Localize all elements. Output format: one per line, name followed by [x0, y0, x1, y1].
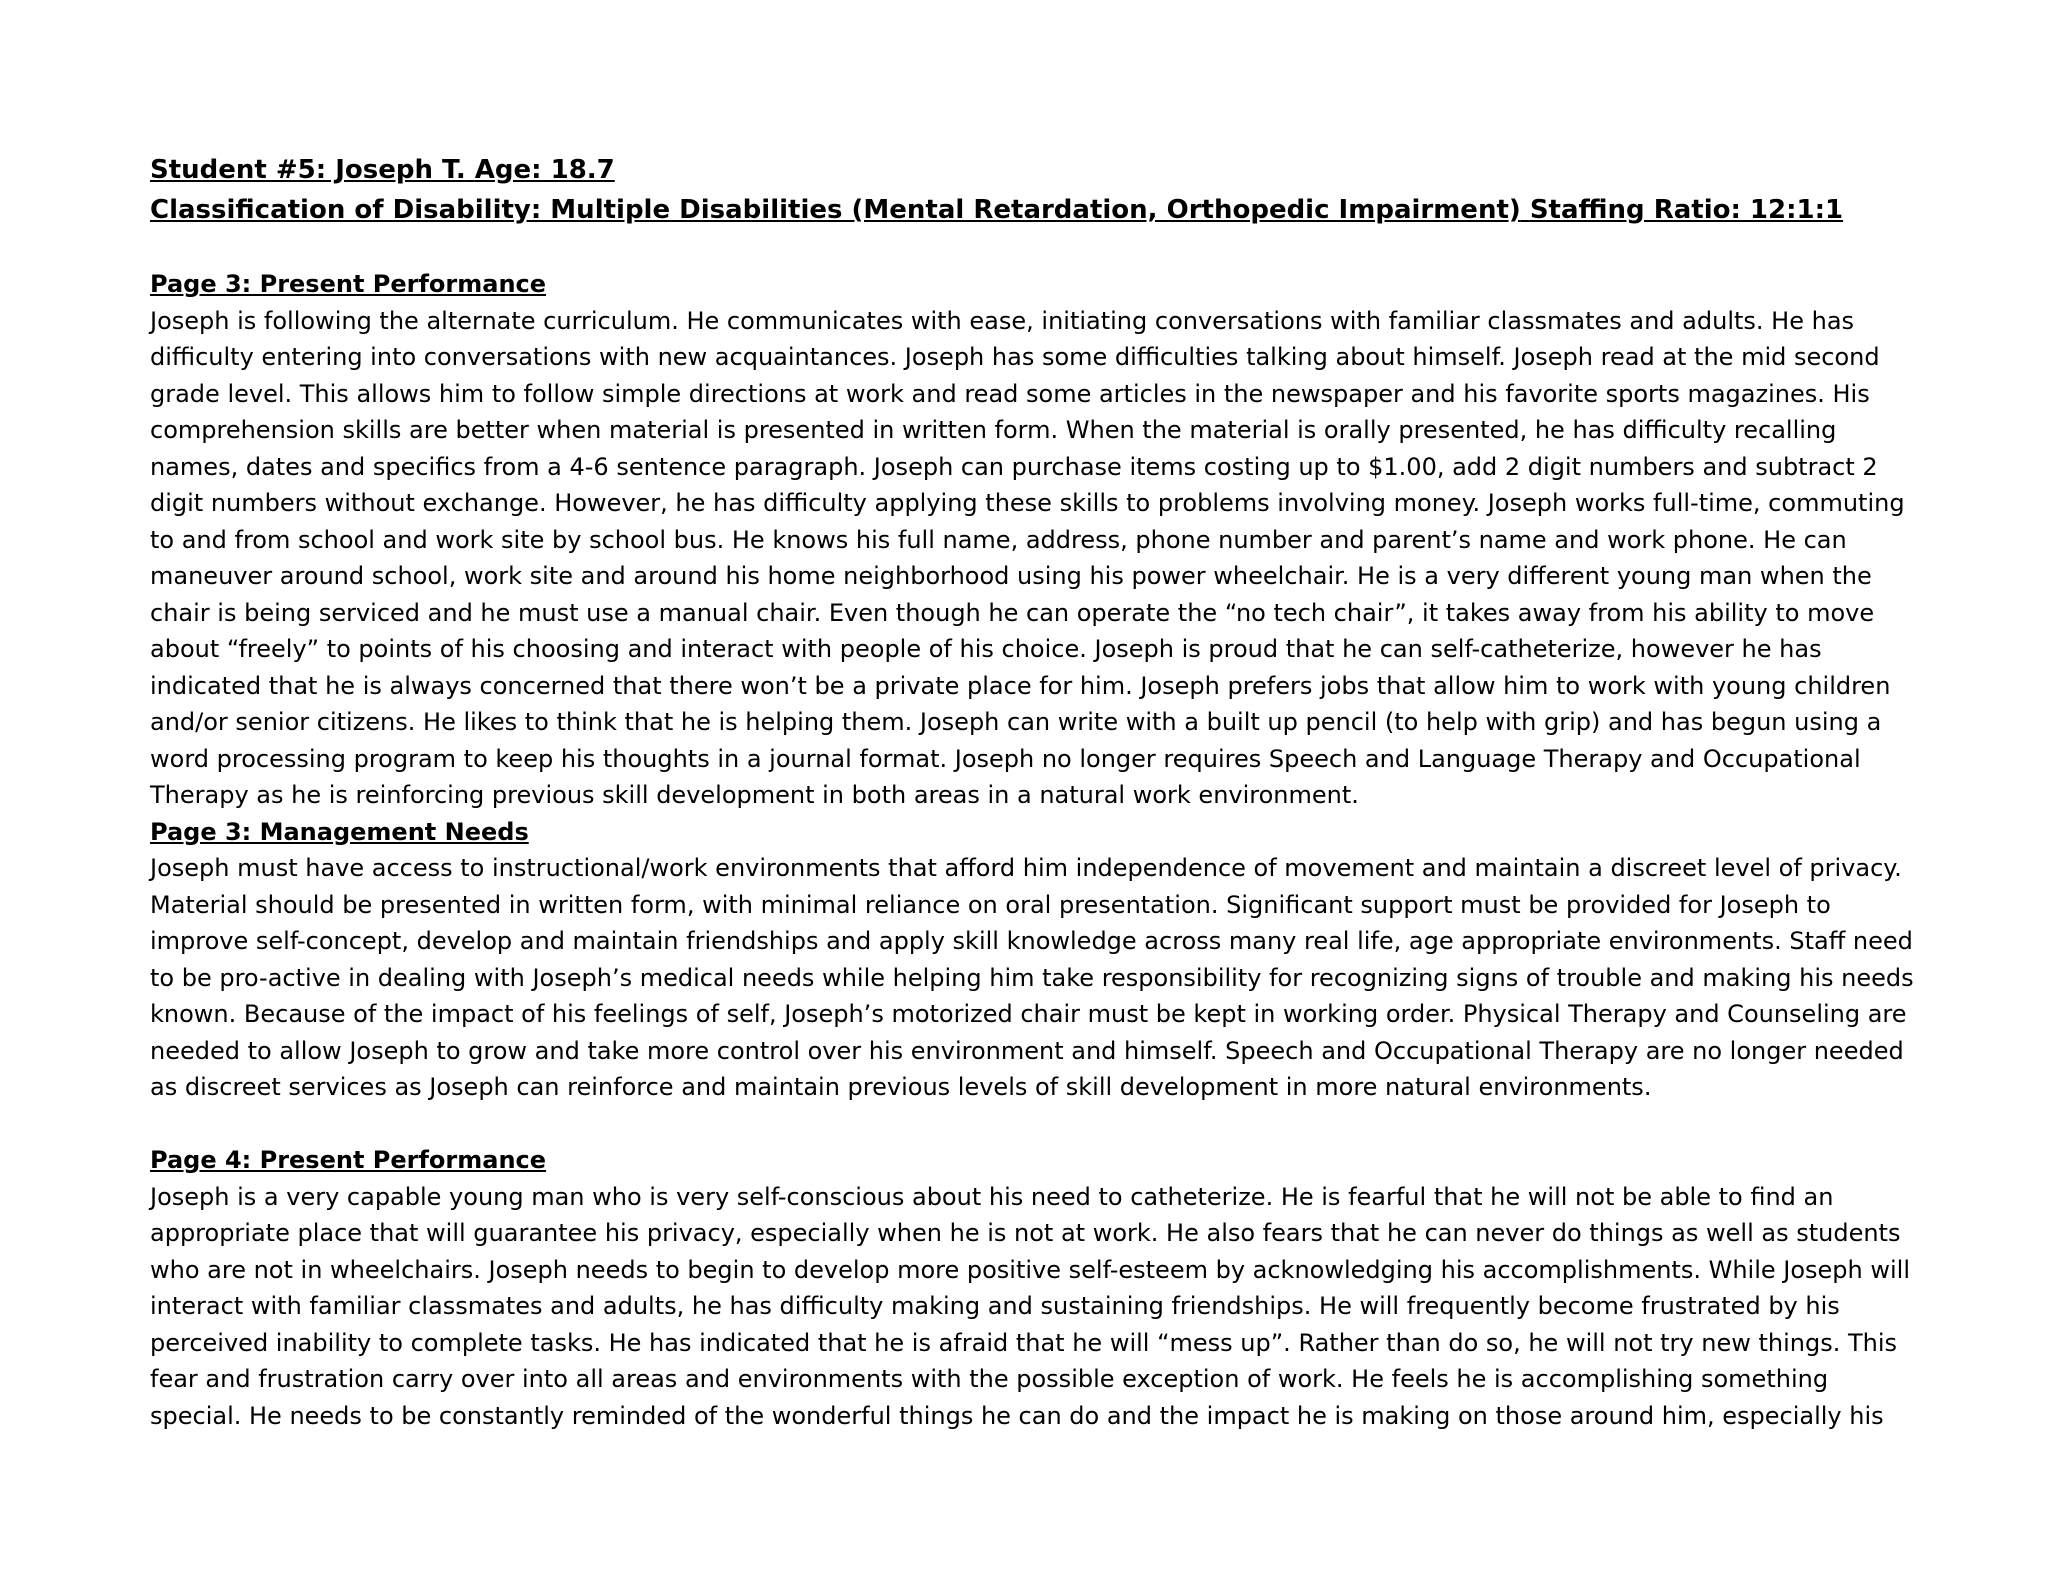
- section-body-p3-present-performance: Joseph is following the alternate curriculum. He communicates with ease, initiating conversations with familiar classmates and adults. He has difficulty entering into conversations with new acquaintances. Joseph has some difficulties talking about himself. Joseph read at the mid second grade level. This allows him to follow simple directions at work and read some articles in the newspaper and his favorite sports magazines. His comprehension skills are better when material is presented in written form. When the material is orally presented, he has difficulty recalling names, dates and specifics from a 4-6 sentence paragraph. Joseph can purchase items costing up to $1.00, add 2 digit numbers and subtract 2 digit numbers without exchange. However, he has difficulty applying these skills to problems involving money. Joseph works full-time, commuting to and from school and work site by school bus. He knows his full name, address, phone number and parent’s name and work phone. He can maneuver around school, work site and around his home neighborhood using his power wheelchair. He is a very different young man when the chair is being serviced and he must use a manual chair. Even though he can operate the “no tech chair”, it takes away from his ability to move about “freely” to points of his choosing and interact with people of his choice. Joseph is proud that he can self-catheterize, however he has indicated that he is always concerned that there won’t be a private place for him. Joseph prefers jobs that allow him to work with young children and/or senior citizens. He likes to think that he is helping them. Joseph can write with a built up pencil (to help with grip) and has begun using a word processing program to keep his thoughts in a journal format. Joseph no longer requires Speech and Language Therapy and Occupational Therapy as he is reinforcing previous skill development in both areas in a natural work environment.: [150, 306, 1905, 809]
- student-age: Age: 18.7: [474, 155, 615, 185]
- section-heading-p4-present-performance: Page 4: Present Performance: [150, 1146, 547, 1174]
- section-heading-p3-present-performance: Page 3: Present Performance: [150, 270, 547, 298]
- section-spacer: [150, 1106, 1920, 1143]
- staffing-ratio: Staffing Ratio: 12:1:1: [1529, 195, 1844, 225]
- document-page: [150, 150, 1920, 1434]
- section-body-p4-present-performance: Joseph is a very capable young man who is very self-conscious about his need to catheterize. He is fearful that he will not be able to find an appropriate place that will guarantee his privacy, especially when he is not at work. He also fears that he can never do things as well as students who are not in wheelchairs. Joseph needs to begin to develop more positive self-esteem by acknowledging his accomplishments. While Joseph will interact with familiar classmates and adults, he has difficulty making and sustaining friendships. He will frequently become frustrated by his perceived inability to complete tasks. He has indicated that he is afraid that he will “mess up”. Rather than do so, he will not try new things. This fear and frustration carry over into all areas and environments with the possible exception of work. He feels he is accomplishing something special. He needs to be constantly reminded of the wonderful things he can do and the impact he is making on those around him, especially his: [150, 1182, 1911, 1430]
- student-name: Student #5: Joseph T.: [150, 155, 466, 185]
- section-body-p3-management-needs: Joseph must have access to instructional/work environments that afford him independence of movement and maintain a discreet level of privacy. Material should be presented in written form, with minimal reliance on oral presentation. Significant support must be provided for Joseph to improve self-concept, develop and maintain friendships and apply skill knowledge across many real life, age appropriate environments. Staff need to be pro-active in dealing with Joseph’s medical needs while helping him take responsibility for recognizing signs of trouble and making his needs known. Because of the impact of his feelings of self, Joseph’s motorized chair must be kept in working order. Physical Therapy and Counseling are needed to allow Joseph to grow and take more control over his environment and himself. Speech and Occupational Therapy are no longer needed as discreet services as Joseph can reinforce and maintain previous levels of skill development in more natural environments.: [150, 854, 1914, 1101]
- disability-classification: Classification of Disability: Multiple Disabilities (Mental Retardation, Orthopedic Impairment): [150, 195, 1521, 225]
- section-heading-p3-management-needs: Page 3: Management Needs: [150, 817, 529, 846]
- student-header: [150, 150, 1920, 230]
